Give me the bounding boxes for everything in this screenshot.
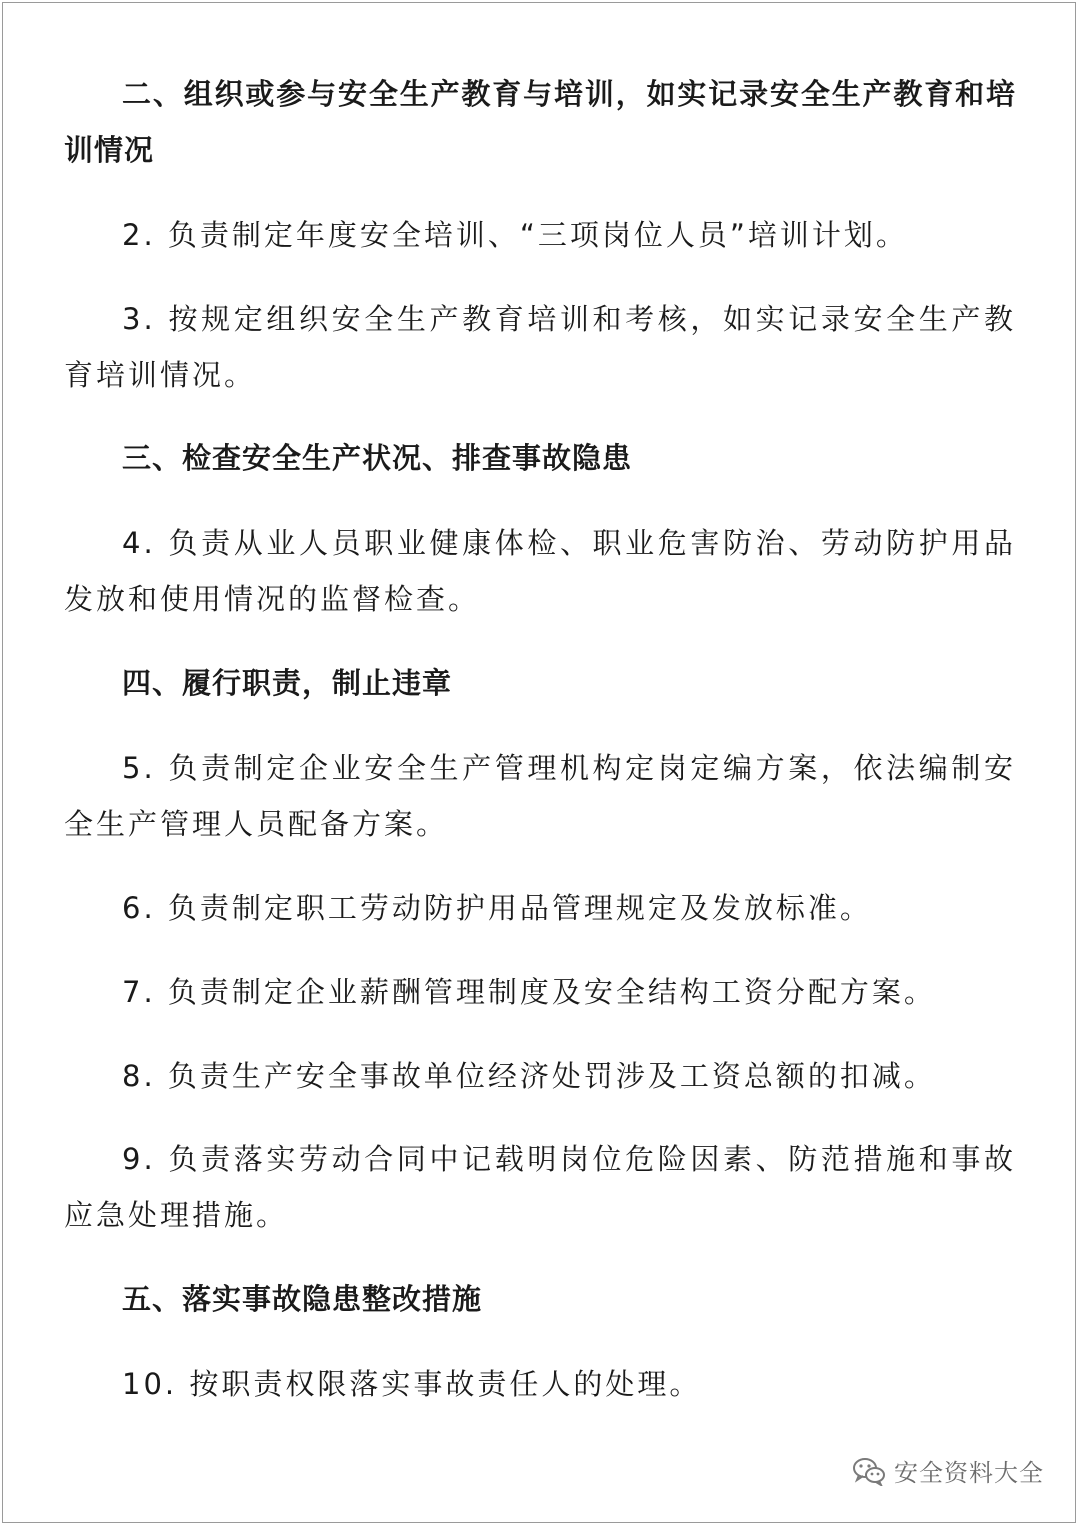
list-item-9: 9. 负责落实劳动合同中记载明岗位危险因素、防范措施和事故应急处理措施。: [64, 1142, 1016, 1232]
section-heading-4: 四、履行职责，制止违章: [122, 666, 453, 700]
list-item-8: 8. 负责生产安全事故单位经济处罚涉及工资总额的扣减。: [122, 1059, 936, 1093]
list-item-4: 4. 负责从业人员职业健康体检、职业危害防治、劳动防护用品发放和使用情况的监督检查。: [64, 526, 1016, 616]
list-item-5: 5. 负责制定企业安全生产管理机构定岗定编方案，依法编制安全生产管理人员配备方案。: [64, 751, 1016, 841]
watermark: [852, 1453, 1044, 1488]
section-heading-5: 五、落实事故隐患整改措施: [122, 1282, 483, 1316]
list-item-10: 10. 按职责权限落实事故责任人的处理。: [122, 1367, 702, 1401]
list-item-7: 7. 负责制定企业薪酬管理制度及安全结构工资分配方案。: [122, 975, 936, 1009]
list-item-3: 3. 按规定组织安全生产教育培训和考核，如实记录安全生产教育培训情况。: [64, 302, 1016, 392]
section-heading-2: 二、组织或参与安全生产教育与培训，如实记录安全生产教育和培训情况: [64, 77, 1016, 167]
list-item-6: 6. 负责制定职工劳动防护用品管理规定及发放标准。: [122, 891, 872, 925]
watermark-text: 安全资料大全: [894, 1459, 1044, 1487]
list-item-2: 2. 负责制定年度安全培训、“三项岗位人员”培训计划。: [122, 218, 908, 252]
section-heading-3: 三、检查安全生产状况、排查事故隐患: [122, 441, 633, 475]
wechat-icon: [852, 1456, 886, 1486]
